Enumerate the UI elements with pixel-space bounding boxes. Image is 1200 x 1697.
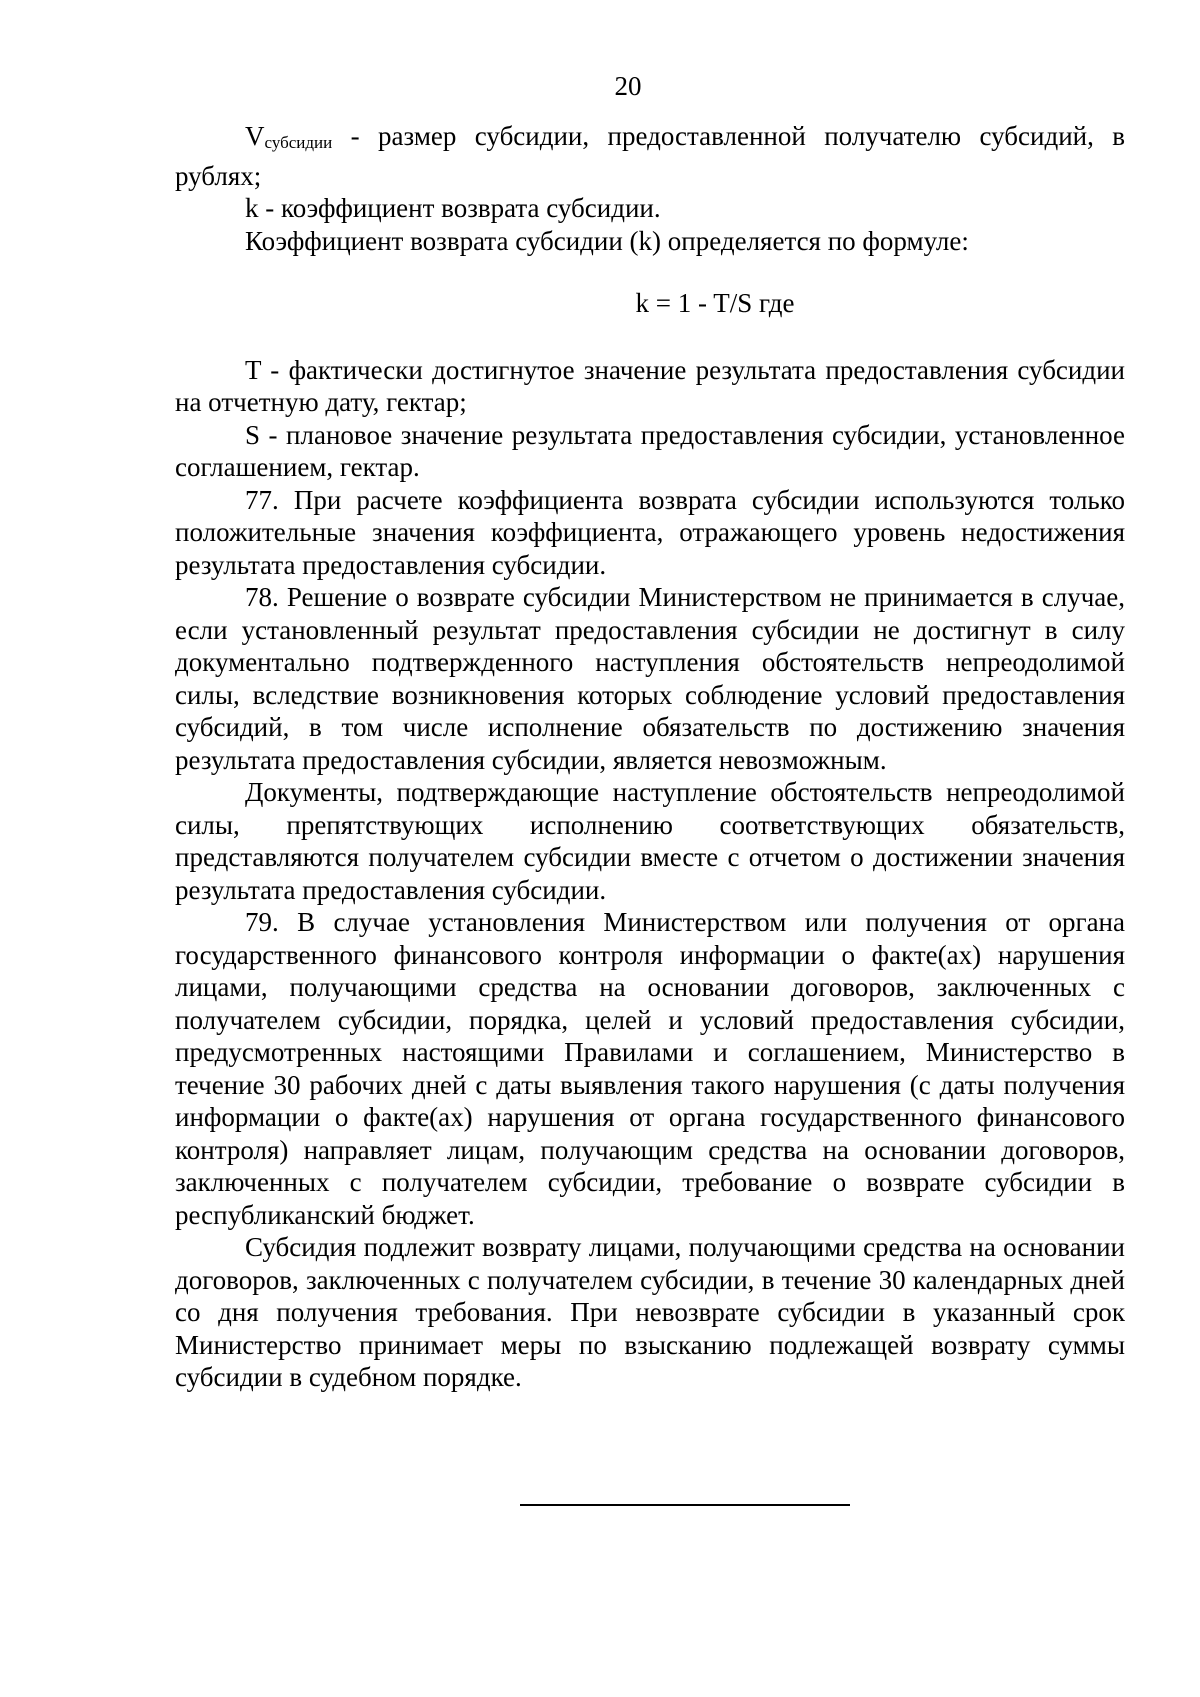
return-coefficient-formula: k = 1 - T/S где (635, 288, 795, 318)
paragraph-78: 78. Решение о возврате субсидии Министерством не принимается в случае, если установленный результат предоставления субсидии не достигнут в силу документально подтвержденного наступления обстоятельств непреодолимой силы, вследствие возникновения которых соблюдение условий предоставления субсидий, в том числе исполнение обязательств по достижению значения результата предоставления субсидии, является невозможным. (175, 582, 1125, 775)
paragraph-78-documents: Документы, подтверждающие наступление обстоятельств непреодолимой силы, препятствующих исполнению соответствующих обязательств, представляются получателем субсидии вместе с отчетом о достижении значения результата предоставления субсидии. (175, 777, 1125, 905)
k-definition: k - коэффициент возврата субсидии. (245, 193, 661, 223)
s-definition: S - плановое значение результата предоставления субсидии, установленное соглашением, гектар. (175, 419, 1125, 482)
k-formula-intro: Коэффициент возврата субсидии (k) определяется по формуле: (245, 225, 969, 256)
page-number: 20 (614, 71, 642, 101)
paragraph-77: 77. При расчете коэффициента возврата субсидии используются только положительные значения коэффициента, отражающего уровень недостижения результата предоставления субсидии. (175, 484, 1125, 580)
v-definition (175, 120, 1125, 192)
v-subscript: субсидии (264, 133, 333, 152)
end-of-text-rule (520, 1504, 850, 1506)
paragraph-79: 79. В случае установления Министерством или получения от органа государственного финансового контроля информации о факте(ах) нарушения лицами, получающими средства на основании договоров, заключенных с получателем субсидии, порядка, целей и условий предоставления субсидии, предусмотренных настоящими Правилами и соглашением, Министерство в течение 30 рабочих дней с даты выявления такого нарушения (с даты получения информации о факте(ах) нарушения от органа государственного финансового контроля) направляет лицам, получающим средства на основании договоров, заключенных с получателем субсидии, требование о возврате субсидии в республиканский бюджет. (175, 907, 1125, 1230)
v-symbol: V (245, 121, 265, 151)
v-definition-text: - размер субсидии, предоставленной получателю субсидий, в рублях; (175, 121, 1125, 191)
document-body (175, 120, 1125, 1394)
paragraph-79-return: Субсидия подлежит возврату лицами, получающими средства на основании договоров, заключенных с получателем субсидии, в течение 30 календарных дней со дня получения требования. При невозврате субсидии в указанный срок Министерство принимает меры по взысканию подлежащей возврату суммы субсидии в судебном порядке. (175, 1232, 1125, 1392)
t-definition: T - фактически достигнутое значение результата предоставления субсидии на отчетную дату, гектар; (175, 354, 1125, 417)
